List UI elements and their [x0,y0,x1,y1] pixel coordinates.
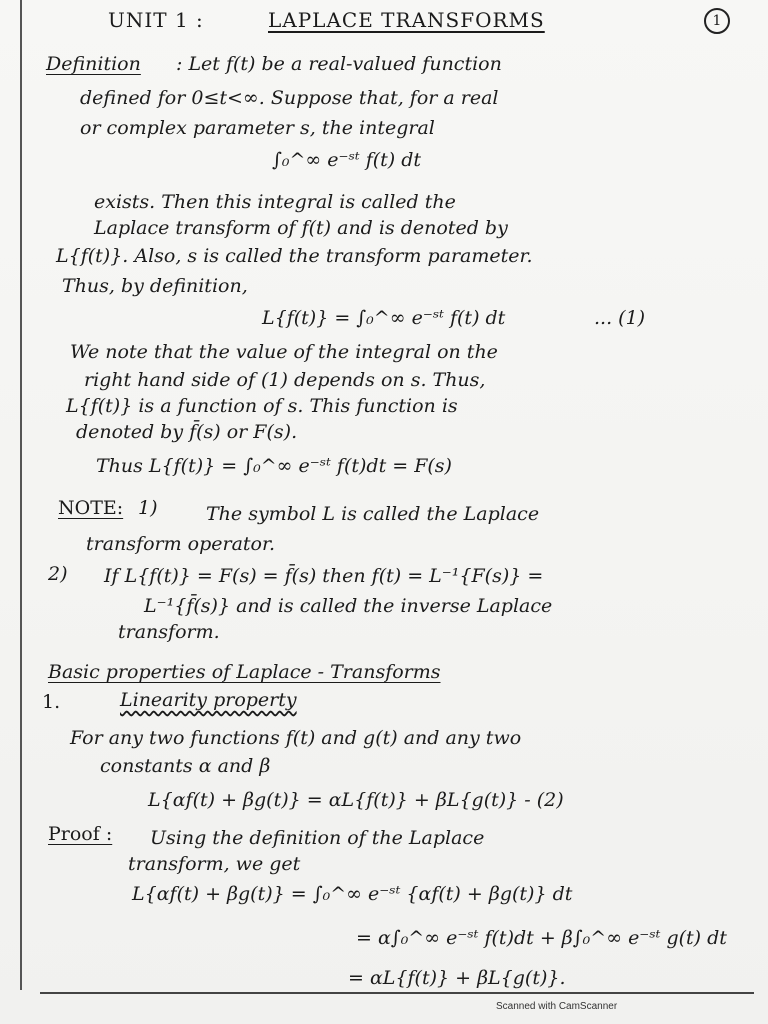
note-item-2-number: 2) [48,563,68,585]
equation-1-tag: ... (1) [594,307,646,329]
unit-label: UNIT 1 : [108,8,204,32]
definition-line-4: exists. Then this integral is called the [94,191,456,213]
equation-2: L{αf(t) + βg(t)} = αL{f(t)} + βL{g(t)} - (2) [148,789,564,811]
page-title: LAPLACE TRANSFORMS [268,8,545,32]
proof-equation-1: L{αf(t) + βg(t)} = ∫₀^∞ e⁻ˢᵗ {αf(t) + βg(t)} dt [132,883,573,905]
definition-line-8: We note that the value of the integral on the [70,341,498,363]
definition-line-2: defined for 0≤t<∞. Suppose that, for a real [80,87,499,109]
properties-heading: Basic properties of Laplace - Transforms [48,661,441,683]
note-item-2-line-b: L⁻¹{f̄(s)} and is called the inverse Laplace [144,595,553,617]
note-label: NOTE: [58,497,124,519]
linearity-heading: Linearity property [120,689,297,711]
scanner-watermark: Scanned with CamScanner [496,1001,618,1012]
definition-line-12: Thus L{f(t)} = ∫₀^∞ e⁻ˢᵗ f(t)dt = F(s) [96,455,452,477]
note-item-2-line-c: transform. [118,621,220,643]
proof-equation-2: = α∫₀^∞ e⁻ˢᵗ f(t)dt + β∫₀^∞ e⁻ˢᵗ g(t) dt [356,927,727,949]
definition-line-7: Thus, by definition, [62,275,248,297]
note-item-2-line-a: If L{f(t)} = F(s) = f̄(s) then f(t) = L⁻¹{F(s)} = [104,565,544,587]
linearity-line-1: For any two functions f(t) and g(t) and any two [70,727,522,749]
definition-line-3: or complex parameter s, the integral [80,117,435,139]
proof-label: Proof : [48,823,113,845]
definition-line-9: right hand side of (1) depends on s. Thus, [84,369,486,391]
margin-line [20,0,22,990]
definition-line-5: Laplace transform of f(t) and is denoted by [94,217,508,239]
note-item-1-number: 1) [138,497,158,519]
definition-integral: ∫₀^∞ e⁻ˢᵗ f(t) dt [272,149,422,171]
page-number: 1 [704,8,730,34]
definition-line-11: denoted by f̄(s) or F(s). [76,421,298,443]
definition-line-10: L{f(t)} is a function of s. This function is [66,395,458,417]
definition-line-1: : Let f(t) be a real-valued function [176,53,502,75]
proof-line-1: Using the definition of the Laplace [150,827,485,849]
linearity-line-2: constants α and β [100,755,271,777]
bottom-rule [40,992,754,994]
note-item-1-line-b: transform operator. [86,533,276,555]
equation-1: L{f(t)} = ∫₀^∞ e⁻ˢᵗ f(t) dt [262,307,506,329]
proof-equation-3: = αL{f(t)} + βL{g(t)}. [348,967,566,989]
proof-line-2: transform, we get [128,853,301,875]
note-item-1-line-a: The symbol L is called the Laplace [206,503,540,525]
definition-line-6: L{f(t)}. Also, s is called the transform parameter. [56,245,533,267]
definition-label: Definition [46,53,141,75]
property-number: 1. [42,691,61,713]
